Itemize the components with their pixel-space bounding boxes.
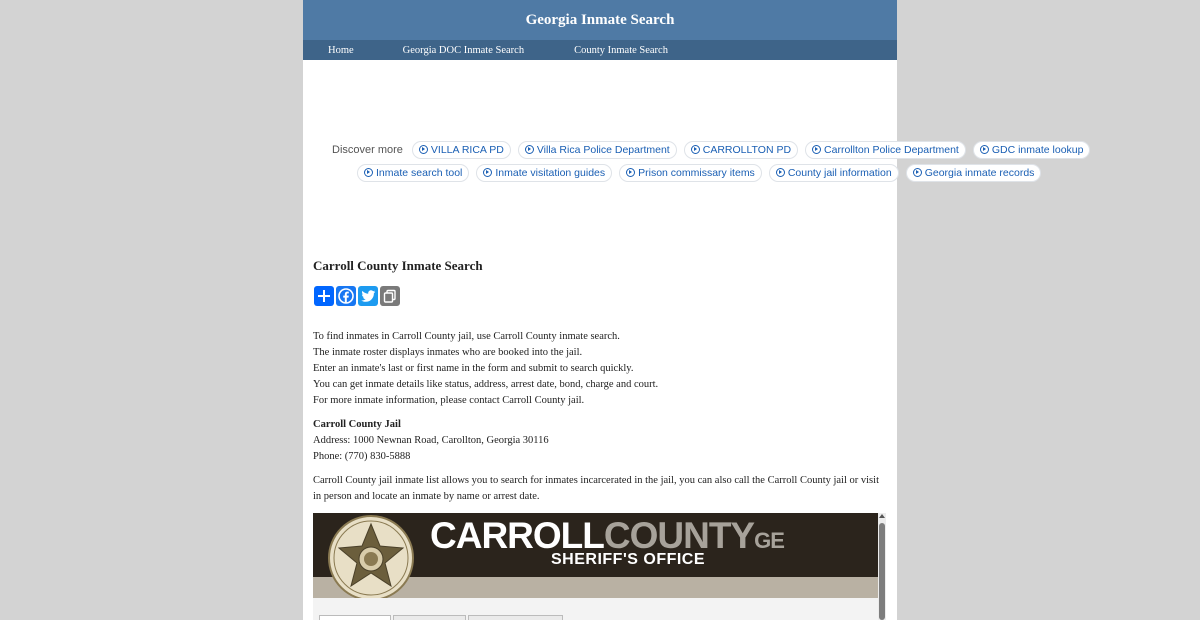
discover-pill-gdc-lookup[interactable] — [973, 141, 1091, 159]
intro-paragraph — [313, 329, 887, 409]
jail-info — [313, 417, 887, 465]
discover-more-label: Discover more — [332, 143, 403, 156]
embedded-tab-2[interactable] — [393, 615, 466, 620]
discover-pill-carrollton-police[interactable] — [805, 141, 966, 159]
discover-pill-villa-rica-pd[interactable] — [412, 141, 511, 159]
nav-county-search-link[interactable]: County Inmate Search — [574, 44, 668, 56]
discover-pill-county-jail-info[interactable] — [769, 164, 899, 182]
scroll-thumb[interactable] — [879, 523, 885, 620]
intro-line: Enter an inmate's last or first name in the form and submit to search quickly. — [313, 363, 634, 374]
circle-arrow-icon — [364, 168, 373, 177]
embedded-tabs — [319, 615, 563, 620]
share-buttons — [314, 286, 400, 306]
circle-arrow-icon — [525, 145, 534, 154]
site-nav — [303, 40, 897, 60]
circle-arrow-icon — [980, 145, 989, 154]
intro-line: You can get inmate details like status, address, arrest date, bond, charge and court. — [313, 379, 659, 390]
twitter-icon[interactable] — [358, 286, 378, 306]
jail-phone: Phone: (770) 830-5888 — [313, 451, 411, 462]
site-title[interactable]: Georgia Inmate Search — [525, 11, 675, 28]
page-title: Carroll County Inmate Search — [313, 258, 483, 273]
circle-arrow-icon — [691, 145, 700, 154]
jail-name: Carroll County Jail — [313, 419, 401, 430]
site-header — [303, 0, 897, 40]
embedded-tab-3[interactable] — [468, 615, 563, 620]
scroll-up-arrow-icon[interactable] — [879, 514, 885, 518]
pill-label: Inmate search tool — [376, 166, 463, 179]
banner-word-cut: GE — [754, 528, 784, 553]
pill-label: VILLA RICA PD — [430, 143, 504, 156]
banner-word-county: COUNTY — [603, 515, 755, 556]
pill-label: Villa Rica Police Department — [536, 143, 670, 156]
circle-arrow-icon — [419, 145, 428, 154]
copy-link-icon[interactable] — [380, 286, 400, 306]
discover-more-row-1 — [332, 140, 1097, 159]
discover-pill-visitation-guides[interactable] — [476, 164, 612, 182]
circle-arrow-icon — [812, 145, 821, 154]
banner-subtitle: SHERIFF'S OFFICE — [551, 551, 706, 568]
nav-home-link[interactable]: Home — [328, 44, 354, 56]
circle-arrow-icon — [483, 168, 492, 177]
embedded-scrollbar[interactable] — [878, 513, 886, 620]
share-plus-icon[interactable] — [314, 286, 334, 306]
circle-arrow-icon — [626, 168, 635, 177]
pill-label: GDC inmate lookup — [991, 143, 1084, 156]
jail-address: Address: 1000 Newnan Road, Carollton, Georgia 30116 — [313, 435, 549, 446]
banner-word-carroll: CARROLL — [430, 515, 604, 556]
discover-pill-inmate-search-tool[interactable] — [357, 164, 469, 182]
circle-arrow-icon — [776, 168, 785, 177]
pill-label: County jail information — [787, 166, 892, 179]
discover-more-row-2 — [357, 163, 1048, 182]
sheriff-star-badge-icon — [327, 514, 415, 598]
intro-line: The inmate roster displays inmates who are booked into the jail. — [313, 347, 583, 358]
pill-label: Prison commissary items — [638, 166, 755, 179]
sheriff-banner — [313, 513, 878, 598]
discover-pill-georgia-records[interactable] — [906, 164, 1042, 182]
intro-line: For more inmate information, please contact Carroll County jail. — [313, 395, 585, 406]
intro-line: To find inmates in Carroll County jail, use Carroll County inmate search. — [313, 331, 620, 342]
nav-georgia-doc-link[interactable]: Georgia DOC Inmate Search — [402, 44, 525, 56]
discover-pill-villa-rica-police[interactable] — [518, 141, 677, 159]
circle-arrow-icon — [913, 168, 922, 177]
pill-label: Georgia inmate records — [924, 166, 1035, 179]
embedded-sheriff-frame[interactable] — [313, 513, 886, 620]
discover-pill-carrollton-pd[interactable] — [684, 141, 798, 159]
main-content — [313, 258, 887, 274]
pill-label: Inmate visitation guides — [495, 166, 606, 179]
closing-paragraph: Carroll County jail inmate list allows you to search for inmates incarcerated in the jail, you can also call the Carroll County jail or visit in person and locate an inmate by name or arrest date. — [313, 475, 879, 502]
facebook-icon[interactable] — [336, 286, 356, 306]
pill-label: Carrollton Police Department — [824, 143, 959, 156]
pill-label: CARROLLTON PD — [702, 143, 792, 156]
discover-pill-commissary-items[interactable] — [619, 164, 762, 182]
embedded-tab-1[interactable] — [319, 615, 391, 620]
